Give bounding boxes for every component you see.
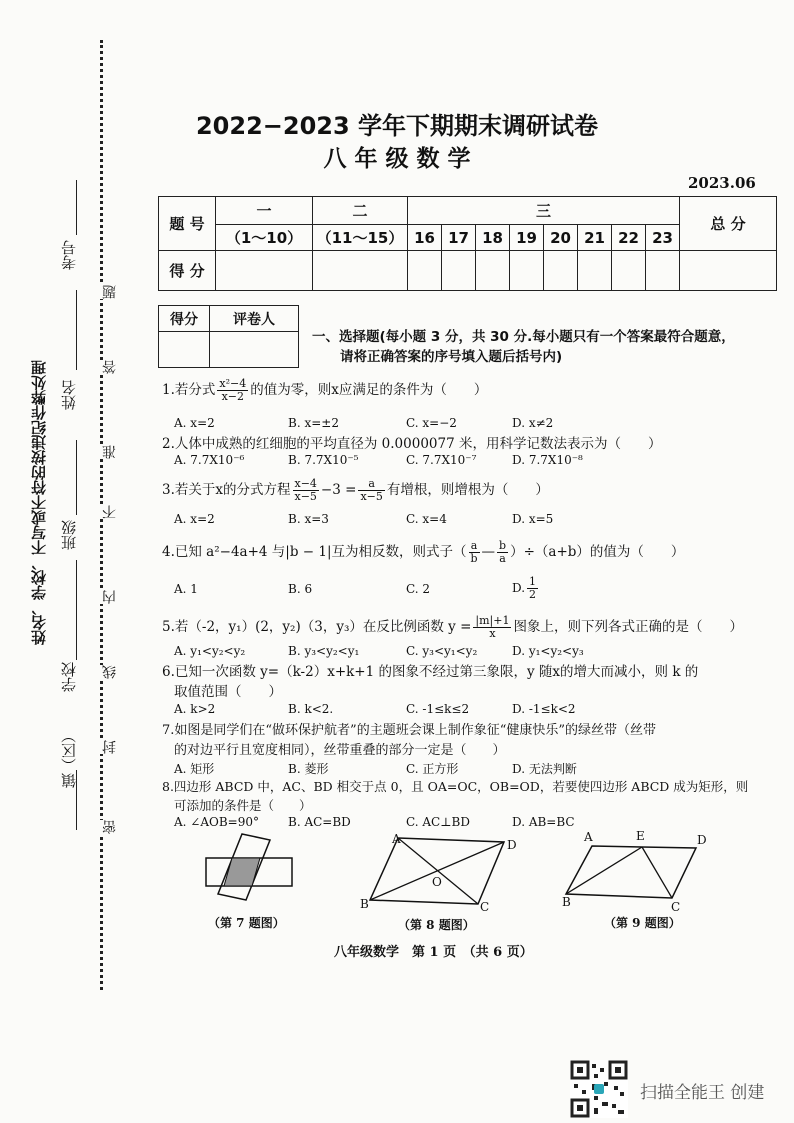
seal-char: 密 [102, 820, 118, 834]
section-heading: 一、选择题(每小题 3 分，共 30 分.每小题只有一个答案最符合题意， [312, 329, 735, 345]
score-table-section: 二 [313, 197, 408, 225]
figure-9-label: C [671, 900, 681, 914]
q4-option-d: D. $\frac{1}{2}$ [512, 575, 537, 601]
score-cell [216, 251, 313, 291]
score-table-qnum: 21 [578, 225, 612, 251]
q6-option-c: C. -1≤k≤2 [406, 702, 470, 716]
grader-cell [210, 332, 299, 368]
q5-option-b: B. y₃<y₂<y₁ [288, 644, 360, 658]
score-table-range: （1～10） [216, 225, 313, 251]
q8-option-b: B. AC=BD [288, 815, 351, 829]
score-cell [476, 251, 510, 291]
q1-option-b: B. x=±2 [288, 416, 339, 430]
seal-char: 封 [102, 740, 118, 754]
question-8: 8.四边形 ABCD 中，AC、BD 相交于点 0，且 OA=OC，OB=OD，若要使四边形 ABCD 成为矩形，则 [162, 779, 749, 794]
field-class: 班级 [60, 520, 78, 550]
score-table-qnum: 18 [476, 225, 510, 251]
field-line-school [76, 560, 78, 660]
question-6: 6.已知一次函数 y=（k-2）x+k+1 的图象不经过第三象限，y 随x的增大而减小，则 k 的 [162, 664, 699, 680]
score-cell [510, 251, 544, 291]
score-table-header: 题 号 [159, 197, 216, 251]
question-4: 4.已知 a²−4a+4 与|b − 1|互为相反数，则式子（ $\frac{a}{b}$ — $\frac{b}{a}$ ）÷（a+b）的值为（ ） [162, 539, 685, 565]
figure-9-label: B [562, 895, 571, 909]
figure-8-label: B [360, 897, 369, 911]
question-7: 7.如图是同学们在“做环保护航者”的主题班会课上制作象征“健康快乐”的绿丝带（丝带 [162, 723, 656, 738]
q5-option-d: D. y₁<y₂<y₃ [512, 644, 584, 658]
score-table-range: （11～15） [313, 225, 408, 251]
score-table-qnum: 22 [612, 225, 646, 251]
grader-table [158, 305, 299, 368]
score-cell [578, 251, 612, 291]
figure-8-label: O [432, 875, 442, 889]
figure-8-quadrilateral [356, 830, 526, 910]
field-line-id [76, 180, 78, 235]
question-2: 2.人体中成熟的红细胞的平均直径为 0.0000077 米，用科学记数法表示为（ ） [162, 436, 662, 452]
q3-option-b: B. x=3 [288, 512, 329, 526]
seal-char: 不 [102, 505, 118, 519]
q8-option-a: A. ∠AOB=90° [174, 815, 259, 829]
seal-char: 题 [102, 285, 118, 299]
q4-option-b: B. 6 [288, 582, 313, 596]
q5-option-c: C. y₃<y₁<y₂ [406, 644, 478, 658]
q8-option-d: D. AB=BC [512, 815, 575, 829]
q6-option-b: B. k<2. [288, 702, 334, 716]
field-line-town [76, 770, 78, 830]
field-line-class [76, 440, 78, 515]
exam-subtitle: 八 年 级 数 学 [323, 146, 471, 172]
figure-8-label: C [480, 900, 490, 914]
score-cell [544, 251, 578, 291]
question-5: 5.若（-2，y₁）(2，y₂)（3，y₃）在反比例函数 y = $\frac{|m|+1}{x}$ 图象上，则下列各式正确的是（ ） [162, 614, 743, 640]
exam-title: 2022−2023 学年下期期末调研试卷 [195, 112, 599, 140]
field-name: 姓名 [60, 380, 78, 410]
q8-option-c: C. AC⊥BD [406, 815, 470, 829]
score-cell [646, 251, 680, 291]
figure-8-caption: （第 8 题图） [398, 918, 475, 932]
grader-score-label: 得分 [159, 306, 210, 332]
q5-option-a: A. y₁<y₂<y₂ [174, 644, 246, 658]
field-id: 考号 [60, 240, 78, 270]
figure-7-caption: （第 7 题图） [208, 916, 285, 930]
field-town: 镇（区） [60, 728, 78, 788]
q1-option-d: D. x≠2 [512, 416, 554, 430]
question-1: 1.若分式 $\frac{\text{x²−4}}{x-2}$ 的值为零，则x应满足的条件为（ ） [162, 377, 488, 403]
q2-option-a: A. 7.7X10⁻⁶ [174, 453, 245, 467]
q6-option-d: D. -1≤k<2 [512, 702, 576, 716]
watermark-text: 扫描全能王 创建 [640, 1083, 765, 1103]
seal-char: 答 [102, 360, 118, 374]
q7-option-b: B. 菱形 [288, 762, 329, 776]
q2-option-b: B. 7.7X10⁻⁵ [288, 453, 359, 467]
figure-9-label: A [584, 830, 593, 844]
q1-option-a: A. x=2 [174, 416, 215, 430]
question-7-cont: 的对边平行且宽度相同），丝带重叠的部分一定是（ ） [174, 743, 506, 758]
figure-8-label: A [392, 832, 401, 846]
q7-option-d: D. 无法判断 [512, 762, 577, 776]
score-cell [612, 251, 646, 291]
score-table [158, 196, 777, 291]
figure-8-label: D [507, 838, 517, 852]
seal-char: 内 [102, 590, 118, 604]
exam-date: 2023.06 [688, 174, 756, 192]
score-cell [442, 251, 476, 291]
figure-9-caption: （第 9 题图） [604, 916, 681, 930]
q7-option-a: A. 矩形 [174, 762, 215, 776]
q4-option-a: A. 1 [174, 582, 198, 596]
score-table-total: 总 分 [680, 197, 777, 251]
field-line-name [76, 290, 78, 370]
q3-option-d: D. x=5 [512, 512, 554, 526]
page-footer: 八年级数学 第 1 页 （共 6 页） [334, 945, 533, 960]
score-table-section: 三 [408, 197, 680, 225]
score-table-qnum: 16 [408, 225, 442, 251]
score-table-score-label: 得 分 [159, 251, 216, 291]
score-table-qnum: 19 [510, 225, 544, 251]
question-3: 3.若关于x的分式方程 $\frac{x-4}{x-5}$ −3 = $\frac{a}{x-5}$ 有增根，则增根为（ ） [162, 477, 549, 503]
question-8-cont: 可添加的条件是（ ） [174, 798, 312, 813]
seal-char: 线 [102, 665, 118, 679]
field-school: 学校 [60, 662, 78, 692]
q3-option-c: C. x=4 [406, 512, 447, 526]
grader-cell [159, 332, 210, 368]
q6-option-a: A. k>2 [174, 702, 216, 716]
grader-name-label: 评卷人 [210, 306, 299, 332]
qr-code-icon [570, 1060, 628, 1118]
figure-9-label: D [697, 833, 707, 847]
q3-option-a: A. x=2 [174, 512, 215, 526]
score-cell [408, 251, 442, 291]
q4-option-c: C. 2 [406, 582, 431, 596]
score-table-qnum: 17 [442, 225, 476, 251]
question-6-cont: 取值范围（ ） [174, 684, 282, 700]
section-instructions: 请将正确答案的序号填入题后括号内) [340, 349, 563, 365]
q2-option-c: C. 7.7X10⁻⁷ [406, 453, 477, 467]
score-table-section: 一 [216, 197, 313, 225]
margin-notice: 姓名、学校、不写或不符的按违纪作弊处理 [30, 360, 48, 645]
figure-9-label: E [636, 829, 645, 843]
q1-option-c: C. x=−2 [406, 416, 457, 430]
q7-option-c: C. 正方形 [406, 762, 459, 776]
score-cell [680, 251, 777, 291]
score-table-qnum: 23 [646, 225, 680, 251]
score-cell [313, 251, 408, 291]
figure-7-ribbon [200, 830, 300, 905]
q2-option-d: D. 7.7X10⁻⁸ [512, 453, 583, 467]
score-table-qnum: 20 [544, 225, 578, 251]
seal-char: 准 [102, 445, 118, 459]
figure-9-quadrilateral [560, 830, 710, 905]
